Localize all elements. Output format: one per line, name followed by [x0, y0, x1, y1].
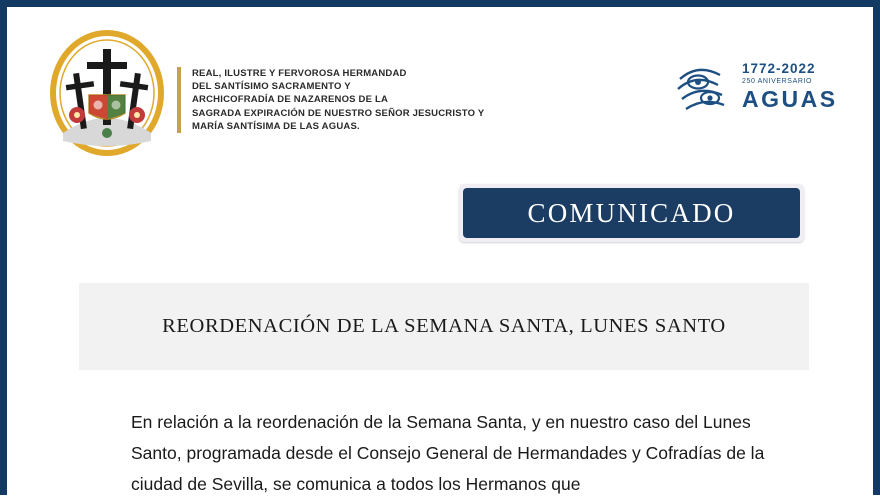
anniversary-years: 1772-2022	[742, 61, 816, 76]
brotherhood-name	[177, 67, 485, 133]
hermandad-crest-icon	[49, 29, 165, 157]
eyes-logo-icon	[676, 59, 746, 117]
brotherhood-name-line-1: REAL, ILUSTRE Y FERVOROSA HERMANDAD	[192, 68, 407, 79]
anniversary-subtitle: 250 ANIVERSARIO	[742, 78, 813, 85]
document-body-paragraph: En relación a la reordenación de la Semana Santa, y en nuestro caso del Lunes Santo, programada desde el Consejo General de Hermandades y Cofradías de la ciudad de Sevilla, se comunica a todos los Hermanos que	[131, 412, 765, 494]
document-subtitle: REORDENACIÓN DE LA SEMANA SANTA, LUNES SANTO	[162, 315, 726, 337]
brotherhood-name-line-3: ARCHICOFRADÍA DE NAZARENOS DE LA	[192, 94, 389, 106]
anniversary-word: AGUAS	[742, 86, 838, 112]
document-header	[7, 7, 873, 172]
comunicado-banner: COMUNICADO	[463, 188, 800, 238]
document-inner	[7, 7, 873, 495]
brotherhood-name-line-4: SAGRADA EXPIRACIÓN DE NUESTRO SEÑOR JESUCRISTO Y	[192, 107, 485, 119]
subtitle-band	[79, 283, 809, 370]
brotherhood-name-line-2: DEL SANTÍSIMO SACRAMENTO Y	[192, 81, 351, 93]
brotherhood-name-line-5: MARÍA SANTÍSIMA DE LAS AGUAS.	[192, 120, 360, 132]
comunicado-banner-frame	[459, 184, 804, 242]
anniversary-logo	[676, 59, 838, 121]
